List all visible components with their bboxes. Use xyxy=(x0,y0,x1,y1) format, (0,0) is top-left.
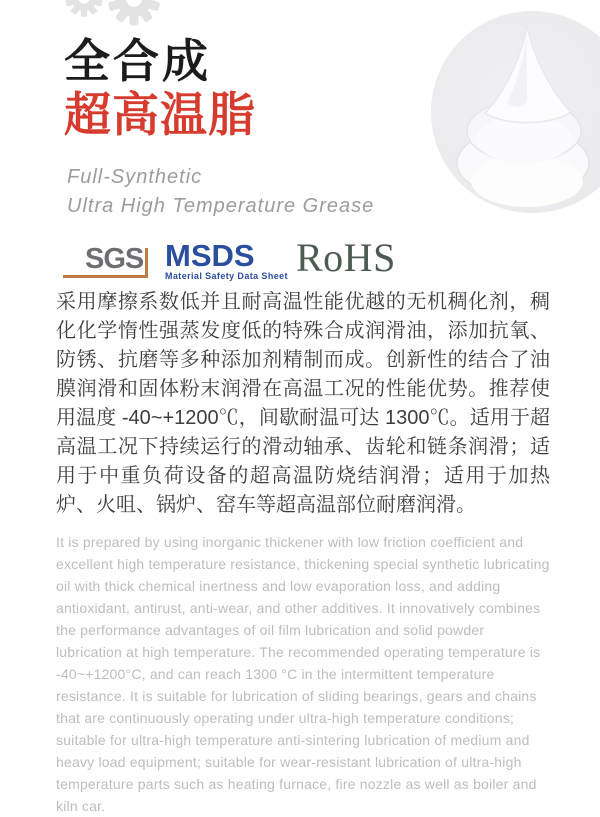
sgs-logo-underline xyxy=(63,275,148,278)
description-chinese: 采用摩擦系数低并且耐高温性能优越的无机稠化剂，稠化化学惰性强蒸发度低的特殊合成润滑油，添加抗氧、防锈、抗磨等多种添加剂精制而成。创新性的结合了油膜润滑和固体粉末润滑在高温工况的性能优势。推荐使用温度 -40~+1200℃，间歇耐温可达 1300℃。适用于超高温工况下持续运行的滑动轴承、齿轮和链条润滑；适用于中重负荷设备的超高温防烧结润滑；适用于加热炉、火咀、锅炉、窑车等超高温部位耐磨润滑。 xyxy=(56,291,550,516)
sgs-logo-text: SGS xyxy=(85,243,144,275)
sgs-logo xyxy=(63,243,148,278)
gear-icon xyxy=(64,0,104,18)
msds-logo xyxy=(165,238,288,281)
msds-logo-subtitle: Material Safety Data Sheet xyxy=(165,271,288,281)
gear-icon xyxy=(106,0,162,27)
grease-swirl-image xyxy=(431,11,600,213)
description-english: It is prepared by using inorganic thickener with low friction coefficient and excellent high temperature resistance, thickening special synthetic lubricating oil with thick chemical inertness and low evaporation loss, and adding antioxidant, antirust, anti-wear, and other additives. It innovatively combines the performance advantages of oil film lubrication and solid powder lubrication at high temperature. The recommended operating temperature is -40~+1200°C, and can reach 1300 °C in the intermittent temperature resistance. It is suitable for lubrication of sliding bearings, gears and chains that are continuously operating under ultra-high temperature conditions; suitable for ultra-high temperature anti-sintering lubrication of medium and heavy load equipment; suitable for wear-resistant lubrication of ultra-high temperature parts such as heating furnace, fire nozzle as well as boiler and kiln car. xyxy=(56,534,550,814)
msds-logo-text: MSDS xyxy=(165,238,255,273)
subtitle-line1: Full-Synthetic xyxy=(67,166,203,188)
sgs-logo-vline xyxy=(145,248,148,278)
title-chinese: 全合成 xyxy=(64,35,211,87)
page-title xyxy=(64,34,256,140)
product-photo xyxy=(431,11,600,213)
title-product-name: 超高温脂 xyxy=(64,88,256,141)
subtitle-english xyxy=(67,163,374,221)
rohs-logo: RoHS xyxy=(296,235,396,280)
subtitle-line2: Ultra High Temperature Grease xyxy=(67,195,375,217)
